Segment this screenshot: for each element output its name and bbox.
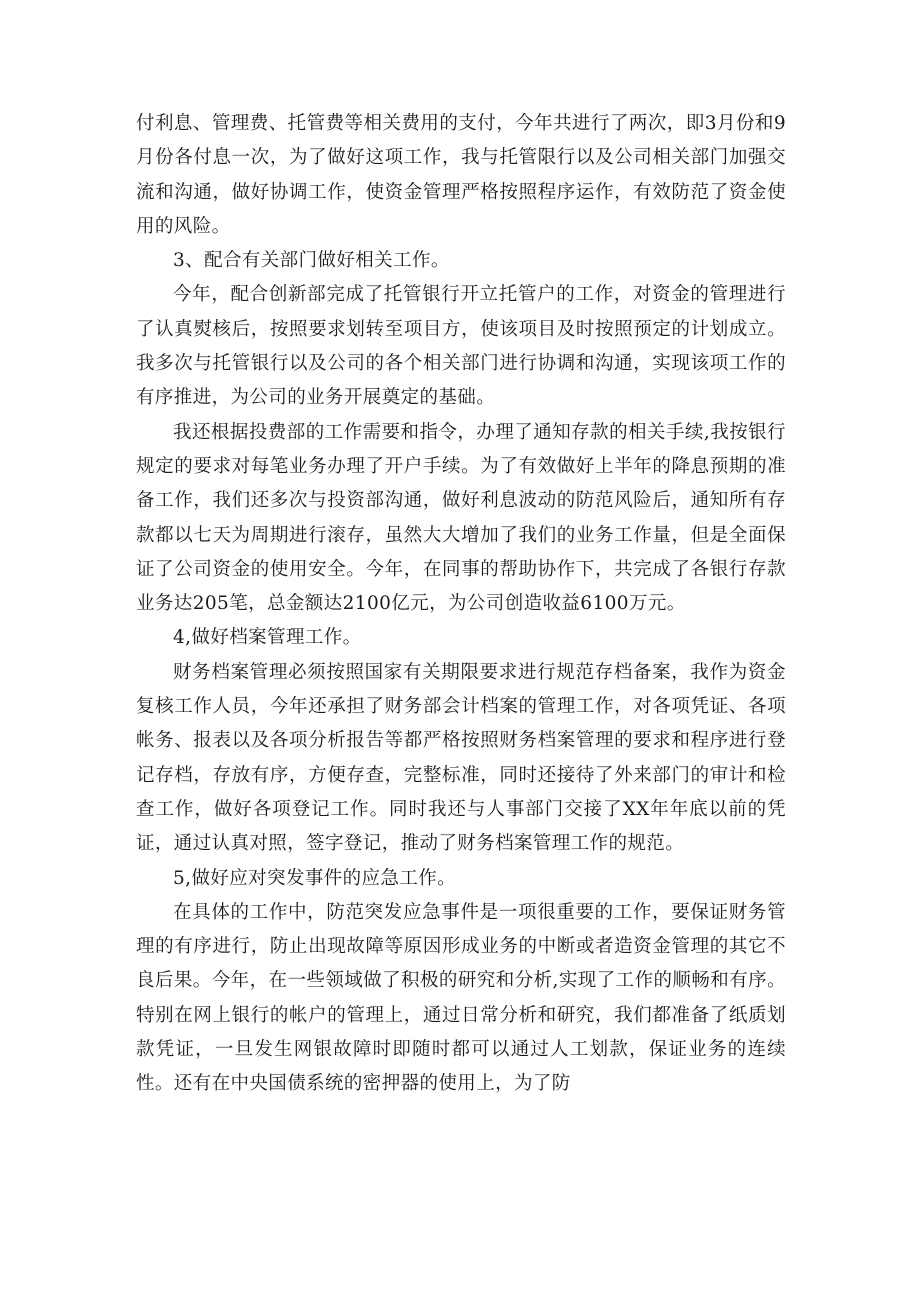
heading-item-3: 3、配合有关部门做好相关工作。 <box>173 250 450 272</box>
document-body <box>136 107 786 1102</box>
heading-item-4: 4,做好档案管理工作。 <box>173 627 362 649</box>
paragraph-4: 我还根据投费部的工作需要和指令，办理了通知存款的相关手续,我按银行规定的要求对每笔业务办理了开户手续。为了有效做好上半年的降息预期的准备工作，我们还多次与投资部沟通，做好利息波动的防范风险后，通知所有存款都以七天为周期进行滚存，虽然大大增加了我们的业务工作量，但是全面保证了公司资金的使用安全。今年，在同事的帮助协作下，共完成了各银行存款业务达205笔，总金额达2100亿元，为公司创造收益6100万元。 <box>136 421 786 615</box>
paragraph-8: 在具体的工作中，防范突发应急事件是一项很重要的工作，要保证财务管理的有序进行，防止出现故障等原因形成业务的中断或者造资金管理的其它不良后果。今年，在一些领域做了积极的研究和分析,实现了工作的顺畅和有序。特别在网上银行的帐户的管理上，通过日常分析和研究，我们都准备了纸质划款凭证，一旦发生网银故障时即随时都可以通过人工划款，保证业务的连续性。还有在中央国债系统的密押器的使用上，为了防 <box>136 901 786 1095</box>
paragraph-1: 付利息、管理费、托管费等相关费用的支付，今年共进行了两次，即3月份和9月份各付息一次，为了做好这项工作，我与托管限行以及公司相关部门加强交流和沟通，做好协调工作，使资金管理严格按照程序运作，有效防范了资金使用的风险。 <box>136 113 786 237</box>
paragraph-6: 财务档案管理必须按照国家有关期限要求进行规范存档备案，我作为资金复核工作人员，今年还承担了财务部会计档案的管理工作，对各项凭证、各项帐务、报表以及各项分析报告等都严格按照财务档案管理的要求和程序进行登记存档，存放有序，方便存查，完整标准，同时还接待了外来部门的审计和检查工作，做好各项登记工作。同时我还与人事部门交接了XX年年底以前的凭证，通过认真对照，签字登记，推动了财务档案管理工作的规范。 <box>136 661 786 855</box>
paragraph-3: 今年，配合创新部完成了托管银行开立托管户的工作，对资金的管理进行了认真熨核后，按照要求划转至项目方，使该项目及时按照预定的计划成立。我多次与托管银行以及公司的各个相关部门进行协调和沟通，实现该项工作的有序推进，为公司的业务开展奠定的基础。 <box>136 284 786 409</box>
heading-item-5: 5,做好应对突发事件的应急工作。 <box>173 867 457 889</box>
